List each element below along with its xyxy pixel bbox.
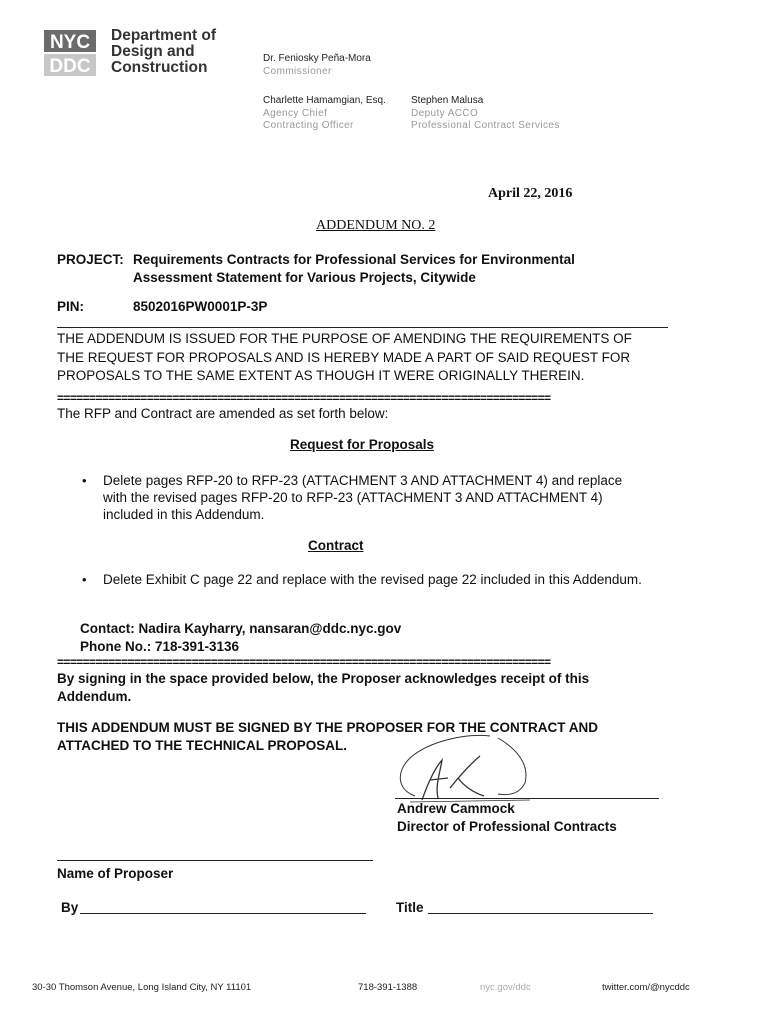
officer2-title-2: Professional Contract Services — [411, 120, 560, 131]
officer2-name: Stephen Malusa — [411, 95, 484, 106]
commissioner-title: Commissioner — [263, 66, 332, 77]
contact-phone: Phone No.: 718-391-3136 — [80, 639, 240, 654]
project-title: Requirements Contracts for Professional Services for Environmental Assessment Statement for Various Projects, Citywide — [133, 252, 575, 285]
commissioner-block — [263, 53, 371, 77]
contact-block — [80, 620, 401, 656]
department-name: Department of Design and Construction — [111, 27, 217, 76]
bullet-icon: • — [82, 473, 87, 488]
footer-web[interactable]: nyc.gov/ddc — [480, 982, 531, 993]
rfp-bullet: Delete pages RFP-20 to RFP-23 (ATTACHMENT 3 AND ATTACHMENT 4) and replace with the revised pages RFP-20 to RFP-23 (ATTACHMENT 3 AND ATTACHMENT 4) included in this Addendum. — [103, 473, 623, 522]
addendum-title: ADDENDUM NO. 2 — [316, 218, 436, 233]
officer1-title-2: Contracting Officer — [263, 120, 354, 131]
bullet-icon: • — [82, 572, 87, 587]
document-date: April 22, 2016 — [488, 186, 573, 201]
officer1-title-1: Agency Chief — [263, 107, 328, 119]
contact-line: Contact: Nadira Kayharry, nansaran@ddc.nyc.gov — [80, 621, 402, 636]
title-label: Title — [396, 900, 424, 915]
amendment-intro: The RFP and Contract are amended as set forth below: — [57, 406, 389, 421]
signature-line — [395, 798, 659, 799]
purpose-statement: THE ADDENDUM IS ISSUED FOR THE PURPOSE OF AMENDING THE REQUIREMENTS OF THE REQUEST FOR PROPOSALS AND IS HEREBY MADE A PART OF SAID REQUEST FOR PROPOSALS TO THE SAME EXTENT AS THOUGH IT WERE ORIGINALLY THEREIN. — [57, 331, 632, 383]
footer-twitter[interactable]: twitter.com/@nycddc — [602, 982, 690, 993]
rfp-heading: Request for Proposals — [290, 437, 435, 452]
pin-value: 8502016PW0001P-3P — [133, 299, 268, 314]
officer1-name: Charlette Hamamgian, Esq. — [263, 95, 386, 106]
officer2-block — [411, 95, 560, 133]
proposer-name-line[interactable] — [57, 860, 373, 861]
project-label: PROJECT: — [57, 252, 124, 267]
must-sign-note: THIS ADDENDUM MUST BE SIGNED BY THE PROPOSER FOR THE CONTRACT AND ATTACHED TO THE TECHNICAL PROPOSAL. — [57, 720, 599, 753]
officer1-block — [263, 95, 386, 133]
commissioner-name: Dr. Feniosky Peña-Mora — [263, 53, 371, 64]
by-label: By — [61, 900, 79, 915]
pin-label: PIN: — [57, 299, 84, 314]
divider-line — [57, 327, 668, 328]
svg-text:NYC: NYC — [49, 32, 91, 53]
footer-address: 30-30 Thomson Avenue, Long Island City, NY 11101 — [32, 982, 252, 993]
signatory-title: Director of Professional Contracts — [397, 819, 617, 834]
contract-bullet: Delete Exhibit C page 22 and replace with the revised page 22 included in this Addendum. — [103, 572, 642, 587]
signatory-name: Andrew Cammock — [397, 801, 515, 816]
by-signature-line[interactable] — [80, 913, 366, 914]
svg-text:DDC: DDC — [49, 56, 91, 76]
proposer-name-label: Name of Proposer — [57, 866, 174, 881]
footer-phone: 718-391-1388 — [358, 982, 418, 993]
title-line[interactable] — [428, 913, 653, 914]
contract-heading: Contract — [308, 538, 364, 553]
separator-line: ============================================================================= — [57, 657, 551, 667]
nyc-ddc-logo — [44, 30, 96, 76]
separator-line: ============================================================================= — [57, 393, 551, 403]
officer2-title-1: Deputy ACCO — [411, 107, 479, 119]
signing-note: By signing in the space provided below, the Proposer acknowledges receipt of this Addendum. — [57, 671, 590, 704]
signatory-block — [397, 800, 617, 836]
